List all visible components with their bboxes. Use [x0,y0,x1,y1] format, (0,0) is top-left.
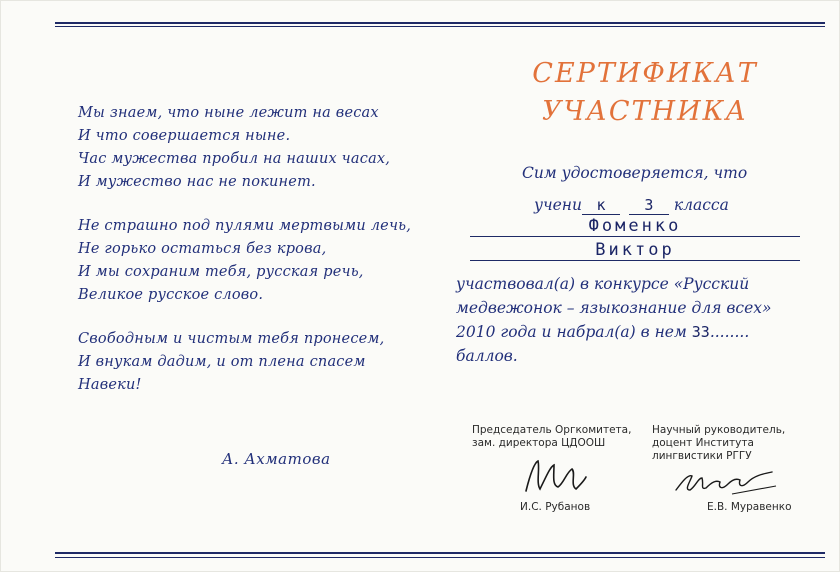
stanza-gap [78,194,408,215]
certificate-body [456,272,816,368]
student-prefix: учени [534,196,582,214]
body-line: баллов. [456,347,518,365]
bottom-rule-1 [55,552,825,554]
poem-line: И что совершается ныне. [78,128,291,144]
certificate-title: СЕРТИФИКАТ [532,58,758,89]
right-signature-icon [672,464,782,500]
poem-line: И мужество нас не покинет. [78,174,316,190]
poem-line: Свободным и чистым тебя пронесем, [78,331,385,347]
poem-author: А. Ахматова [222,450,331,468]
name-handwritten: Виктор [595,240,675,260]
right-signer-name: Е.В. Муравенко [707,501,792,513]
score-dots: ........ [709,323,750,341]
score-handwritten: 33 [691,323,710,341]
poem-line: Мы знаем, что ныне лежит на весах [78,105,379,121]
certify-text: Сим удостоверяется, что [522,164,748,182]
left-signer-name: И.С. Рубанов [520,501,591,513]
surname-handwritten: Фоменко [588,216,682,236]
poem-line: И мы сохраним тебя, русская речь, [78,264,364,280]
poem-line: Час мужества пробил на наших часах, [78,151,391,167]
student-suffix-handwritten: к [596,196,606,214]
poem-line: Навеки! [78,377,142,393]
left-signer-title [472,424,631,450]
top-rule-2 [55,26,825,27]
top-rule-1 [55,22,825,24]
body-line3-prefix: 2010 года и набрал(а) в нем [456,323,687,341]
poem-line: Не страшно под пулями мертвыми лечь, [78,218,412,234]
bottom-rule-2 [55,557,825,558]
right-position-line: Научный руководитель, [652,424,786,436]
poem-line: Не горько остаться без крова, [78,241,327,257]
left-position-line: зам. директора ЦДООШ [472,437,606,449]
grade-handwritten: 3 [644,196,654,214]
poem-line: И внукам дадим, и от плена спасем [78,354,366,370]
body-line-score [456,320,816,344]
poem [78,102,412,397]
surname-field [470,212,800,237]
name-field [470,236,800,261]
body-line: медвежонок – языкознание для всех» [456,299,772,317]
right-position-line: лингвистики РГГУ [652,450,752,462]
right-position-line: доцент Института [652,437,754,449]
left-position-line: Председатель Оргкомитета, [472,424,632,436]
left-signature-icon [520,455,590,499]
certificate-subtitle: УЧАСТНИКА [542,96,748,127]
grade-label: класса [673,196,729,214]
body-line: участвовал(а) в конкурсе «Русский [456,275,750,293]
stanza-gap [78,307,408,328]
right-signer-title [652,424,785,463]
poem-line: Великое русское слово. [78,287,264,303]
